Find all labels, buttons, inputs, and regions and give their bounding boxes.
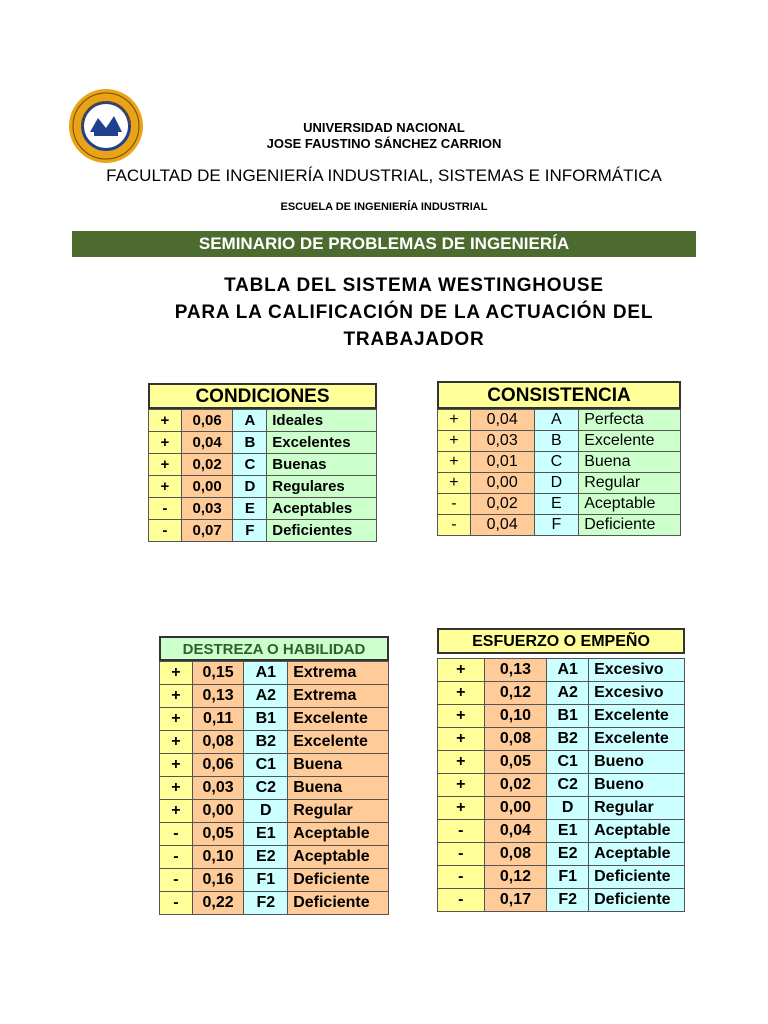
table-row	[438, 866, 685, 889]
rating-value: 0,04	[181, 432, 233, 454]
table-row	[149, 410, 377, 432]
table-row	[149, 476, 377, 498]
rating-code: C	[534, 452, 579, 473]
rating-label: Aceptable	[579, 494, 681, 515]
rating-code: C	[233, 454, 267, 476]
rating-value: 0,00	[192, 800, 244, 823]
destreza-table	[159, 661, 389, 915]
table-row	[438, 889, 685, 912]
rating-code: D	[233, 476, 267, 498]
rating-value: 0,04	[470, 515, 534, 536]
rating-sign: -	[160, 823, 193, 846]
rating-value: 0,13	[192, 685, 244, 708]
table-row	[149, 432, 377, 454]
rating-sign: +	[438, 705, 485, 728]
rating-label: Buena	[288, 754, 389, 777]
rating-sign: -	[438, 889, 485, 912]
rating-code: B	[534, 431, 579, 452]
table-row	[438, 452, 681, 473]
rating-value: 0,07	[181, 520, 233, 542]
rating-sign: +	[149, 410, 182, 432]
table-row	[438, 410, 681, 431]
rating-code: D	[534, 473, 579, 494]
rating-code: A	[233, 410, 267, 432]
rating-value: 0,05	[192, 823, 244, 846]
rating-sign: +	[160, 800, 193, 823]
table-row	[438, 843, 685, 866]
rating-code: F	[534, 515, 579, 536]
table-row	[160, 846, 389, 869]
rating-label: Excelente	[579, 431, 681, 452]
rating-sign: +	[160, 708, 193, 731]
rating-label: Aceptables	[267, 498, 377, 520]
rating-label: Excelente	[288, 731, 389, 754]
title-line-2: PARA LA CALIFICACIÓN DE LA ACTUACIÓN DEL	[174, 302, 654, 323]
rating-code: B	[233, 432, 267, 454]
rating-value: 0,06	[181, 410, 233, 432]
rating-sign: -	[149, 520, 182, 542]
table-row	[160, 662, 389, 685]
rating-label: Aceptable	[288, 823, 389, 846]
table-row	[149, 520, 377, 542]
rating-label: Buenas	[267, 454, 377, 476]
rating-code: F1	[244, 869, 288, 892]
university-name-line2: JOSE FAUSTINO SÁNCHEZ CARRION	[266, 136, 502, 151]
rating-code: A2	[244, 685, 288, 708]
rating-value: 0,08	[484, 843, 547, 866]
rating-label: Deficientes	[267, 520, 377, 542]
table-row	[160, 823, 389, 846]
rating-sign: +	[438, 452, 471, 473]
rating-value: 0,13	[484, 659, 547, 682]
rating-code: F1	[547, 866, 589, 889]
rating-code: B1	[244, 708, 288, 731]
rating-code: A1	[244, 662, 288, 685]
rating-code: B1	[547, 705, 589, 728]
table-row	[160, 731, 389, 754]
document-title	[80, 272, 748, 353]
rating-value: 0,15	[192, 662, 244, 685]
rating-label: Bueno	[589, 774, 685, 797]
rating-label: Regular	[288, 800, 389, 823]
rating-code: C1	[547, 751, 589, 774]
rating-sign: +	[149, 454, 182, 476]
rating-code: A2	[547, 682, 589, 705]
rating-label: Excelente	[288, 708, 389, 731]
rating-label: Bueno	[589, 751, 685, 774]
rating-code: F2	[547, 889, 589, 912]
table-row	[160, 777, 389, 800]
table-row	[160, 800, 389, 823]
rating-sign: +	[438, 431, 471, 452]
rating-label: Excesivo	[589, 682, 685, 705]
rating-label: Excelentes	[267, 432, 377, 454]
rating-label: Buena	[288, 777, 389, 800]
rating-label: Regular	[589, 797, 685, 820]
rating-value: 0,02	[484, 774, 547, 797]
table-row	[160, 685, 389, 708]
rating-sign: -	[438, 515, 471, 536]
table-row	[438, 494, 681, 515]
faculty-name: FACULTAD DE INGENIERÍA INDUSTRIAL, SISTEMAS E INFORMÁTICA	[106, 166, 662, 185]
rating-code: D	[547, 797, 589, 820]
rating-code: D	[244, 800, 288, 823]
table-row	[149, 454, 377, 476]
rating-sign: +	[438, 774, 485, 797]
rating-label: Deficiente	[288, 869, 389, 892]
rating-label: Extrema	[288, 662, 389, 685]
table-row	[149, 498, 377, 520]
rating-sign: +	[160, 777, 193, 800]
rating-label: Aceptable	[288, 846, 389, 869]
condiciones-table	[148, 409, 377, 542]
table-row	[438, 728, 685, 751]
rating-label: Extrema	[288, 685, 389, 708]
rating-sign: +	[160, 731, 193, 754]
rating-label: Perfecta	[579, 410, 681, 431]
table-row	[438, 797, 685, 820]
rating-sign: -	[438, 843, 485, 866]
rating-code: C1	[244, 754, 288, 777]
rating-value: 0,16	[192, 869, 244, 892]
rating-sign: +	[160, 662, 193, 685]
rating-sign: -	[438, 820, 485, 843]
rating-code: E1	[244, 823, 288, 846]
rating-value: 0,02	[470, 494, 534, 515]
consistencia-table	[437, 409, 681, 536]
consistencia-title: CONSISTENCIA	[437, 381, 681, 409]
table-row	[438, 659, 685, 682]
table-row	[438, 774, 685, 797]
table-row	[160, 892, 389, 915]
rating-code: C2	[244, 777, 288, 800]
rating-sign: -	[160, 869, 193, 892]
rating-code: E1	[547, 820, 589, 843]
title-line-3: TRABAJADOR	[343, 329, 485, 350]
seminar-banner: SEMINARIO DE PROBLEMAS DE INGENIERÍA	[72, 231, 696, 257]
rating-label: Deficiente	[288, 892, 389, 915]
rating-label: Regulares	[267, 476, 377, 498]
rating-code: E2	[244, 846, 288, 869]
rating-sign: -	[438, 866, 485, 889]
table-row	[438, 682, 685, 705]
rating-code: E2	[547, 843, 589, 866]
table-row	[438, 820, 685, 843]
condiciones-title: CONDICIONES	[148, 383, 377, 409]
rating-sign: +	[160, 685, 193, 708]
rating-sign: +	[438, 410, 471, 431]
rating-label: Deficiente	[579, 515, 681, 536]
table-row	[160, 754, 389, 777]
rating-sign: +	[149, 476, 182, 498]
rating-value: 0,06	[192, 754, 244, 777]
rating-value: 0,01	[470, 452, 534, 473]
rating-value: 0,03	[192, 777, 244, 800]
rating-value: 0,10	[192, 846, 244, 869]
rating-code: C2	[547, 774, 589, 797]
rating-value: 0,04	[470, 410, 534, 431]
rating-value: 0,08	[192, 731, 244, 754]
rating-label: Deficiente	[589, 866, 685, 889]
table-row	[438, 751, 685, 774]
rating-code: B2	[547, 728, 589, 751]
rating-label: Aceptable	[589, 843, 685, 866]
rating-value: 0,03	[470, 431, 534, 452]
table-row	[438, 473, 681, 494]
table-row	[438, 431, 681, 452]
rating-sign: -	[160, 846, 193, 869]
rating-label: Buena	[579, 452, 681, 473]
rating-sign: -	[438, 494, 471, 515]
rating-label: Excesivo	[589, 659, 685, 682]
rating-label: Excelente	[589, 705, 685, 728]
rating-value: 0,12	[484, 682, 547, 705]
rating-value: 0,10	[484, 705, 547, 728]
rating-sign: +	[149, 432, 182, 454]
rating-label: Ideales	[267, 410, 377, 432]
rating-label: Deficiente	[589, 889, 685, 912]
rating-value: 0,17	[484, 889, 547, 912]
table-row	[438, 515, 681, 536]
rating-code: E	[534, 494, 579, 515]
rating-sign: +	[438, 797, 485, 820]
rating-sign: +	[438, 728, 485, 751]
rating-sign: -	[160, 892, 193, 915]
rating-value: 0,12	[484, 866, 547, 889]
table-row	[160, 708, 389, 731]
rating-sign: +	[438, 473, 471, 494]
rating-value: 0,22	[192, 892, 244, 915]
rating-value: 0,00	[484, 797, 547, 820]
rating-code: E	[233, 498, 267, 520]
rating-value: 0,02	[181, 454, 233, 476]
rating-sign: +	[438, 751, 485, 774]
rating-value: 0,08	[484, 728, 547, 751]
rating-sign: -	[149, 498, 182, 520]
rating-code: A	[534, 410, 579, 431]
esfuerzo-title: ESFUERZO O EMPEÑO	[437, 628, 685, 654]
rating-value: 0,11	[192, 708, 244, 731]
esfuerzo-table	[437, 658, 685, 912]
rating-sign: +	[160, 754, 193, 777]
rating-label: Aceptable	[589, 820, 685, 843]
rating-sign: +	[438, 659, 485, 682]
title-line-1: TABLA DEL SISTEMA WESTINGHOUSE	[224, 275, 604, 296]
rating-value: 0,00	[181, 476, 233, 498]
rating-value: 0,03	[181, 498, 233, 520]
rating-value: 0,04	[484, 820, 547, 843]
destreza-title: DESTREZA O HABILIDAD	[159, 636, 389, 661]
rating-label: Regular	[579, 473, 681, 494]
rating-code: A1	[547, 659, 589, 682]
rating-label: Excelente	[589, 728, 685, 751]
rating-code: F2	[244, 892, 288, 915]
table-row	[160, 869, 389, 892]
rating-sign: +	[438, 682, 485, 705]
university-name-line1: UNIVERSIDAD NACIONAL	[303, 120, 465, 135]
school-name: ESCUELA DE INGENIERÍA INDUSTRIAL	[280, 201, 488, 213]
table-row	[438, 705, 685, 728]
rating-value: 0,00	[470, 473, 534, 494]
rating-code: F	[233, 520, 267, 542]
rating-value: 0,05	[484, 751, 547, 774]
rating-code: B2	[244, 731, 288, 754]
